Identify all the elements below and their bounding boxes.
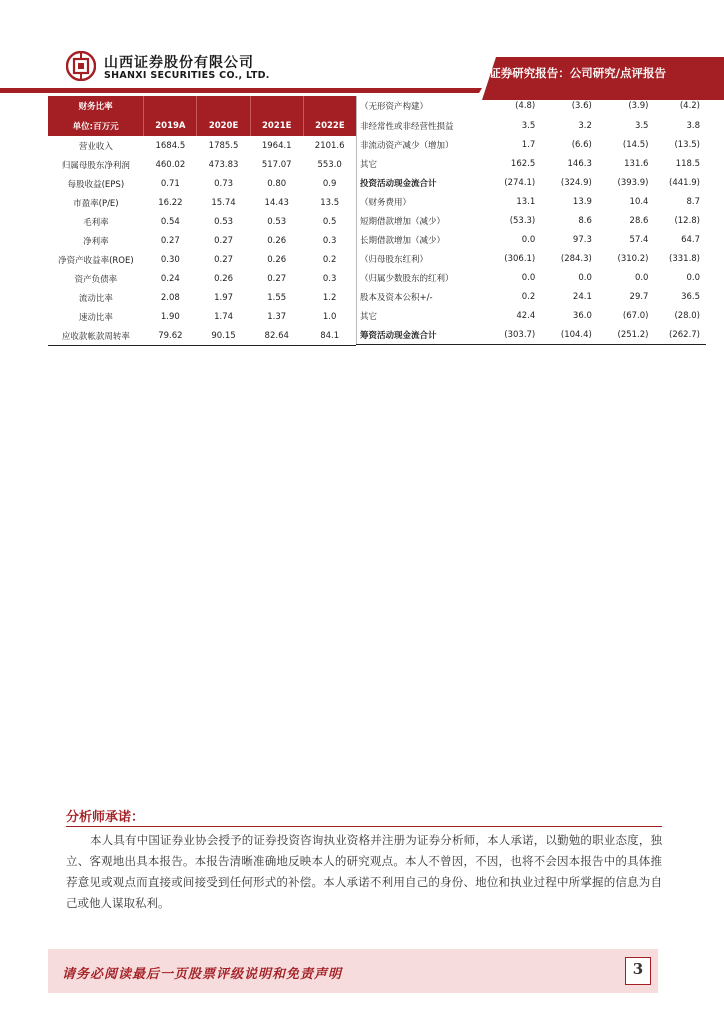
- cell-value: 42.4: [516, 310, 536, 321]
- cell-value: 0.24: [160, 273, 180, 284]
- cell-value: (53.3): [509, 215, 536, 226]
- shanxi-securities-logo: [66, 51, 96, 81]
- year-header: 2022E: [303, 116, 356, 136]
- cell-value: 1964.1: [261, 140, 292, 151]
- cell-value: 0.80: [267, 178, 287, 189]
- table-row: [357, 287, 707, 306]
- row-label: 营业收入: [78, 141, 113, 152]
- cell-value: 90.15: [197, 326, 250, 346]
- cell-value: 8.7: [686, 196, 700, 207]
- cell-value: 1.0: [322, 311, 337, 322]
- cell-value: (13.5): [674, 139, 700, 150]
- company-name-en: SHANXI SECURITIES CO., LTD.: [104, 70, 270, 81]
- cell-value: 2101.6: [314, 140, 345, 151]
- table-row: [357, 173, 707, 192]
- row-label: 资产负债率: [74, 274, 118, 285]
- cell-value: (324.9): [560, 177, 592, 188]
- cell-value: 517.07: [261, 159, 292, 170]
- cell-value: 146.3: [567, 158, 592, 169]
- cell-value: 0.5: [322, 216, 337, 227]
- cell-value: 0.26: [267, 254, 287, 265]
- cell-value: (4.8): [515, 101, 536, 111]
- row-label: 每股收益(EPS): [67, 179, 125, 190]
- row-label: 非经常性或非经营性损益: [357, 116, 485, 135]
- cash-flow-table: [356, 96, 706, 345]
- table-row: [357, 192, 707, 211]
- cell-value: (12.8): [674, 215, 700, 226]
- cell-value: (310.2): [617, 253, 649, 264]
- table-row: [357, 325, 707, 345]
- cell-value: 1.97: [214, 292, 234, 303]
- cell-value: 28.6: [629, 215, 649, 226]
- cell-value: 0.27: [214, 235, 234, 246]
- cell-value: 0.26: [214, 273, 234, 284]
- row-label: 净利率: [83, 236, 109, 247]
- cell-value: 0.0: [634, 272, 649, 283]
- table-row: [357, 230, 707, 249]
- commitment-body: 本人具有中国证券业协会授予的证券投资咨询执业资格并注册为证券分析师，本人承诺，以勤勉的职业态度，独立、客观地出具本报告。本报告清晰准确地反映本人的研究观点。本人不曾因，不因，也将不会因本报告中的具体推荐意见或观点而直接或间接受到任何形式的补偿。本人承诺不利用自己的身份、地位和执业过程中所掌握的信息为自己或他人谋取私利。: [66, 833, 662, 910]
- cell-value: 0.27: [267, 273, 287, 284]
- row-label: 投资活动现金流合计: [357, 173, 485, 192]
- table-row: [357, 135, 707, 154]
- cell-value: 36.5: [681, 291, 700, 302]
- cell-value: (6.6): [571, 139, 592, 150]
- cell-value: 3.2: [578, 120, 592, 131]
- table-row: [357, 249, 707, 268]
- cell-value: (284.3): [560, 253, 592, 264]
- table-row: [48, 193, 356, 212]
- cell-value: 13.5: [320, 197, 340, 208]
- cell-value: (306.1): [504, 253, 536, 264]
- row-label: 净资产收益率(ROE): [58, 255, 134, 266]
- year-header: 2021E: [250, 116, 303, 136]
- commitment-divider: [66, 826, 662, 827]
- table-title-row: [48, 96, 356, 116]
- table-row: [48, 307, 356, 326]
- header-banner: [0, 0, 724, 100]
- cell-value: 1684.5: [155, 140, 186, 151]
- row-label: 非流动资产减少（增加）: [357, 135, 485, 154]
- row-label: 短期借款增加（减少）: [357, 211, 485, 230]
- cell-value: 0.0: [578, 272, 592, 283]
- row-label: （无形资产构建）: [357, 96, 485, 116]
- cell-value: 57.4: [629, 234, 649, 245]
- cell-value: 16.22: [158, 197, 183, 208]
- table-title: 财务比率: [48, 96, 144, 116]
- cell-value: 97.3: [572, 234, 592, 245]
- cell-value: 0.3: [322, 273, 337, 284]
- cell-value: 0.0: [521, 272, 536, 283]
- footer-disclaimer-notice: 请务必阅读最后一页股票评级说明和免责声明: [62, 967, 343, 982]
- cell-value: 162.5: [510, 158, 536, 169]
- commitment-title: 分析师承诺：: [66, 810, 145, 825]
- cell-value: 36.0: [572, 310, 592, 321]
- cell-value: 29.7: [629, 291, 649, 302]
- cell-value: 473.83: [208, 159, 239, 170]
- row-label: 应收款帐款周转率: [48, 326, 144, 346]
- cell-value: 14.43: [264, 197, 289, 208]
- cell-value: (14.5): [622, 139, 649, 150]
- row-label: 市盈率(P/E): [73, 198, 119, 209]
- company-name-cn: 山西证券股份有限公司: [104, 55, 254, 71]
- cell-value: (251.2): [598, 325, 655, 345]
- cell-value: 13.9: [572, 196, 592, 207]
- table-row: [48, 155, 356, 174]
- cell-value: 118.5: [675, 158, 700, 169]
- cell-value: (331.8): [669, 253, 700, 264]
- cell-value: (3.9): [628, 101, 649, 111]
- cell-value: 553.0: [317, 159, 342, 170]
- table-row: [357, 96, 707, 116]
- financial-ratio-table: [48, 96, 356, 346]
- cell-value: 3.5: [634, 120, 649, 131]
- cell-value: 460.02: [155, 159, 186, 170]
- cell-value: 3.8: [686, 120, 700, 131]
- cell-value: 84.1: [303, 326, 356, 346]
- cell-value: (4.2): [679, 101, 700, 111]
- cell-value: 1785.5: [208, 140, 239, 151]
- cell-value: (441.9): [669, 177, 700, 188]
- cell-value: 1.7: [521, 139, 536, 150]
- cell-value: 3.5: [521, 120, 536, 131]
- row-label: （归母股东红利）: [357, 249, 485, 268]
- row-label: （财务费用）: [357, 192, 485, 211]
- cell-value: 1.74: [214, 311, 234, 322]
- table-row: [357, 268, 707, 287]
- year-header: 2019A: [144, 116, 197, 136]
- unit-label: 单位:百万元: [48, 116, 144, 136]
- table-row: [48, 250, 356, 269]
- table-row: [357, 116, 707, 135]
- cell-value: 0.27: [160, 235, 180, 246]
- table-row: [48, 231, 356, 250]
- cell-value: 1.2: [322, 292, 337, 303]
- row-label: 其它: [357, 306, 485, 325]
- cell-value: 131.6: [624, 158, 649, 169]
- cell-value: 10.4: [629, 196, 649, 207]
- cell-value: (3.6): [571, 101, 592, 111]
- cell-value: (303.7): [485, 325, 542, 345]
- cell-value: 13.1: [516, 196, 536, 207]
- row-label: 毛利率: [83, 217, 109, 228]
- table-row: [357, 211, 707, 230]
- table-header-row: [48, 116, 356, 136]
- cell-value: 82.64: [250, 326, 303, 346]
- cell-value: 1.90: [160, 311, 180, 322]
- cell-value: (393.9): [617, 177, 649, 188]
- cell-value: 79.62: [144, 326, 197, 346]
- row-label: 长期借款增加（减少）: [357, 230, 485, 249]
- cell-value: 0.26: [267, 235, 287, 246]
- cell-value: 24.1: [572, 291, 592, 302]
- cell-value: (262.7): [654, 325, 706, 345]
- year-header: 2020E: [197, 116, 250, 136]
- cell-value: 0.27: [214, 254, 234, 265]
- table-row: [48, 174, 356, 193]
- cell-value: 0.30: [160, 254, 180, 265]
- row-label: 股本及资本公积+/-: [357, 287, 485, 306]
- cell-value: 0.73: [214, 178, 234, 189]
- cell-value: 0.9: [322, 178, 337, 189]
- cell-value: (28.0): [674, 310, 700, 321]
- cell-value: (274.1): [504, 177, 536, 188]
- row-label: 速动比率: [78, 312, 113, 323]
- page-number: 3: [632, 960, 644, 978]
- cell-value: 0.0: [686, 272, 700, 283]
- cell-value: 0.53: [214, 216, 234, 227]
- cell-value: 0.2: [322, 254, 337, 265]
- report-type-title: 证券研究报告：公司研究/点评报告: [489, 66, 666, 80]
- row-label: 其它: [357, 154, 485, 173]
- cell-value: 15.74: [211, 197, 236, 208]
- cell-value: 1.55: [267, 292, 287, 303]
- cell-value: 0.2: [521, 291, 536, 302]
- cell-value: 1.37: [267, 311, 287, 322]
- cell-value: (67.0): [622, 310, 649, 321]
- table-row: [357, 306, 707, 325]
- table-row: [357, 154, 707, 173]
- row-label: （归属少数股东的红利）: [357, 268, 485, 287]
- table-row: [48, 288, 356, 307]
- table-row: [48, 269, 356, 288]
- table-row: [48, 326, 356, 346]
- table-row: [48, 136, 356, 155]
- row-label: 流动比率: [78, 293, 113, 304]
- table-row: [48, 212, 356, 231]
- cell-value: 2.08: [160, 292, 180, 303]
- cell-value: 0.3: [322, 235, 337, 246]
- cell-value: 0.71: [160, 178, 180, 189]
- cell-value: (104.4): [541, 325, 598, 345]
- cell-value: 0.53: [267, 216, 287, 227]
- cell-value: 0.54: [160, 216, 180, 227]
- row-label: 归属母股东净利润: [61, 160, 130, 171]
- cell-value: 8.6: [578, 215, 592, 226]
- cell-value: 0.0: [521, 234, 536, 245]
- row-label: 筹资活动现金流合计: [357, 325, 485, 345]
- cell-value: 64.7: [681, 234, 700, 245]
